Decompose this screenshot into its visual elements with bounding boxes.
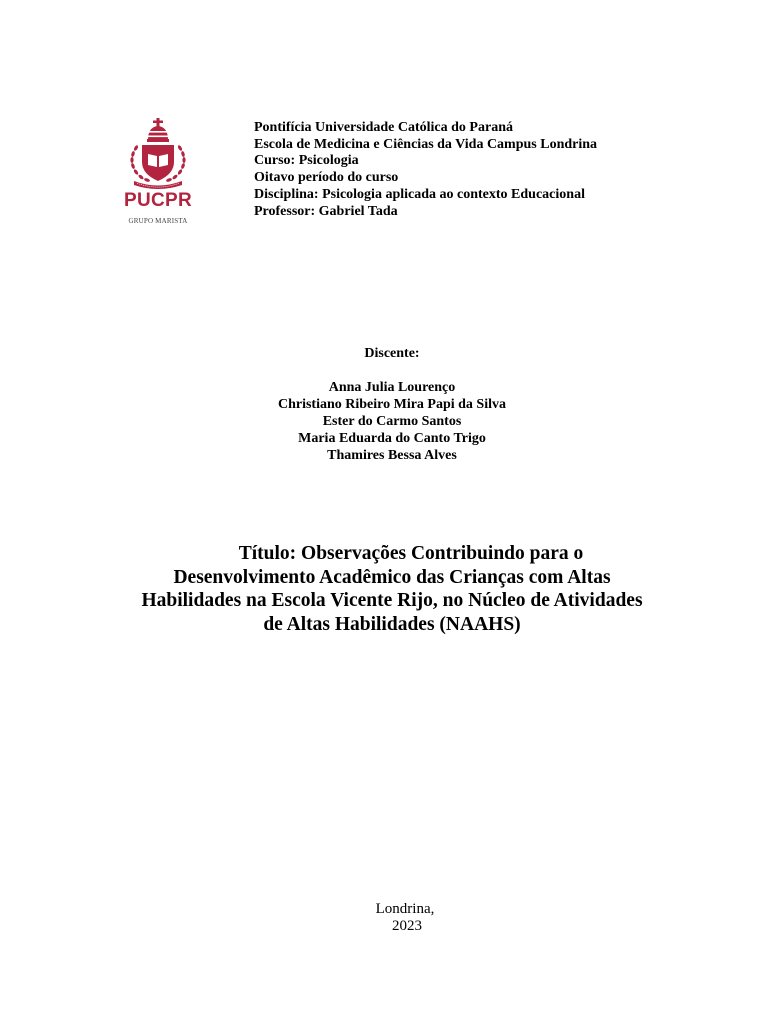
student-name: Thamires Bessa Alves	[327, 448, 457, 463]
student-name: Ester do Carmo Santos	[322, 414, 462, 429]
student-name: Anna Julia Lourenço	[328, 380, 456, 395]
students-list	[0, 379, 768, 464]
title-line: Título: Observações Contribuindo para o	[238, 543, 584, 564]
logo-wordmark: PUCPR	[123, 190, 192, 211]
header-period: Oitavo período do curso	[254, 170, 399, 186]
footer-year: 2023	[392, 918, 422, 934]
header-discipline: Disciplina: Psicologia aplicada ao contexto Educacional	[254, 186, 585, 202]
header-course: Curso: Psicologia	[254, 153, 359, 169]
document-title	[0, 542, 768, 636]
pucpr-crest-icon	[118, 118, 198, 190]
header-university: Pontifícia Universidade Católica do Paraná	[254, 120, 513, 135]
title-line: Habilidades na Escola Vicente Rijo, no Núcleo de Atividades	[141, 590, 643, 611]
header-professor: Professor: Gabriel Tada	[254, 203, 398, 219]
institution-header	[254, 120, 597, 220]
pucpr-logo	[118, 118, 198, 230]
title-line: Desenvolvimento Acadêmico das Crianças com Altas	[173, 566, 611, 588]
footer-city: Londrina,	[375, 901, 435, 917]
header-school: Escola de Medicina e Ciências da Vida Campus Londrina	[254, 136, 598, 152]
student-name: Christiano Ribeiro Mira Papi da Silva	[277, 397, 507, 412]
student-name: Maria Eduarda do Canto Trigo	[298, 431, 486, 446]
logo-group-label: GRUPO MARISTA	[128, 217, 188, 225]
students-heading: Discente:	[364, 346, 420, 361]
title-line: de Altas Habilidades (NAAHS)	[263, 613, 521, 635]
